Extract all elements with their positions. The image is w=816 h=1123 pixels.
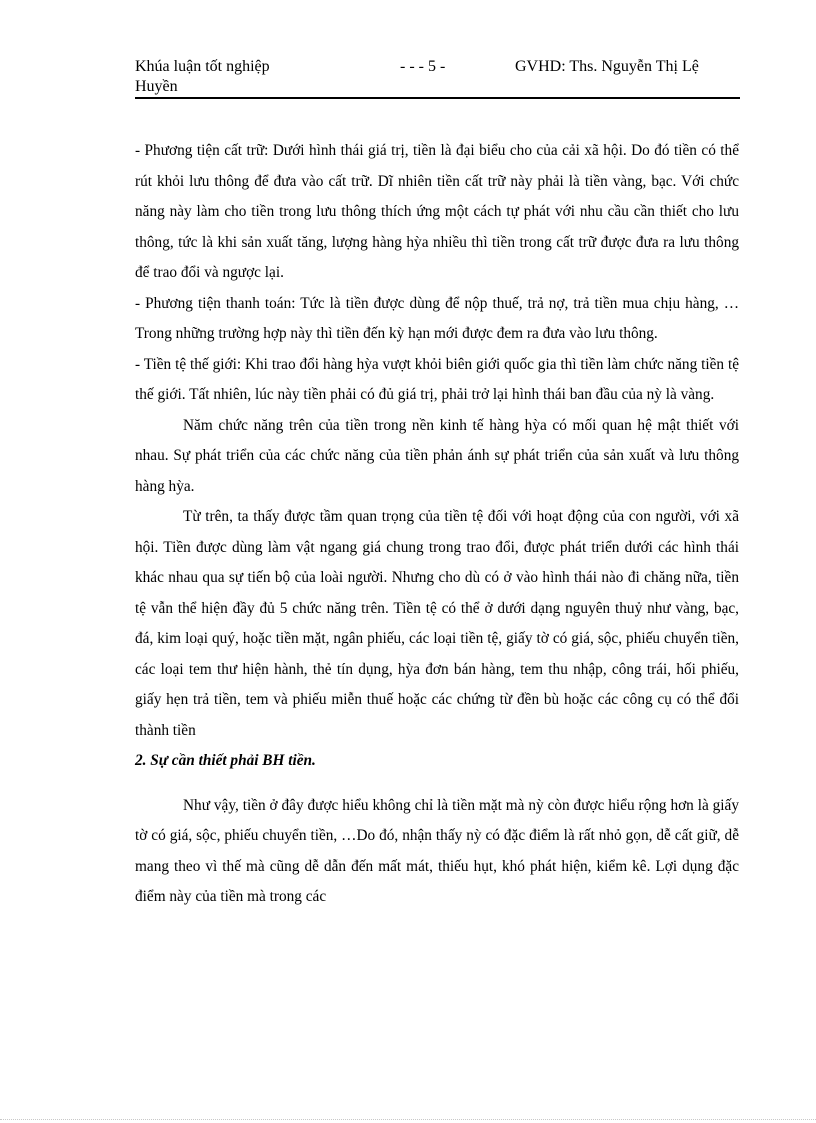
paragraph-five-functions: Năm chức năng trên của tiền trong nền kinh tế hàng hỳa có mối quan hệ mật thiết với nhau. Sự phát triển của các chức năng của tiền phản ánh sự phát triển của sản xuất và lưu thông hàng hỳa. xyxy=(135,416,739,495)
section-heading: 2. Sự cần thiết phải BH tiền. xyxy=(135,752,316,769)
header-page-number: - - - 5 - xyxy=(400,58,446,75)
page-bottom-border xyxy=(0,1119,816,1120)
header-supervisor: GVHD: Ths. Nguyễn Thị Lệ xyxy=(515,58,699,75)
header-thesis-title: Khúa luận tốt nghiệp xyxy=(135,58,270,75)
paragraph-store-of-value: - Phương tiện cất trữ: Dưới hình thái giá trị, tiền là đại biểu cho của cải xã hội. Do đó tiền có thể rút khỏi lưu thông để đưa vào cất trữ. Dĩ nhiên tiền cất trữ này phải là tiền vàng, bạc. Với chức năng này làm cho tiền trong lưu thông thích ứng một cách tự phát với nhu cầu cần thiết cho lưu thông, tức là khi sản xuất tăng, lượng hàng hỳa nhiều thì tiền trong cất trữ được đưa ra lưu thông để trao đổi và ngược lại. xyxy=(135,142,739,281)
paragraph-money-definition: Như vậy, tiền ở đây được hiểu không chỉ là tiền mặt mà nỳ còn được hiểu rộng hơn là giấy tờ có giá, sộc, phiếu chuyển tiền, …Do đó, nhận thấy nỳ có đặc điểm là rất nhỏ gọn, dễ cất giữ, dễ mang theo vì thế mà cũng dễ dẫn đến mất mát, thiếu hụt, khó phát hiện, kiểm kê. Lợi dụng đặc điểm này của tiền mà trong các xyxy=(135,796,739,905)
paragraph-means-of-payment: - Phương tiện thanh toán: Tức là tiền được dùng để nộp thuế, trả nợ, trả tiền mua chịu hàng, …Trong những trường hợp này thì tiền đến kỳ hạn mới được đem ra đưa vào lưu thông. xyxy=(135,294,739,342)
header-supervisor-continued: Huyền xyxy=(135,78,178,95)
paragraph-importance-of-money: Từ trên, ta thấy được tầm quan trọng của tiền tệ đối với hoạt động của con người, với xã hội. Tiền được dùng làm vật ngang giá chung trong trao đổi, được phát triển dưới các hình thái khác nhau qua sự tiến bộ của loài người. Nhưng cho dù có ở vào hình thái nào đi chăng nữa, tiền tệ vẫn thể hiện đầy đủ 5 chức năng trên. Tiền tệ có thể ở dưới dạng nguyên thuỷ như vàng, bạc, đá, kim loại quý, hoặc tiền mặt, ngân phiếu, các loại tiền tệ, giấy tờ có giá, sộc, phiếu chuyển tiền, các loại tem thư hiện hành, thẻ tín dụng, hỳa đơn bán hàng, tem thu nhập, công trái, hối phiếu, giấy hẹn trả tiền, tem và phiếu miễn thuế hoặc các chứng từ đền bù hoặc các công cụ có thể đổi thành tiền xyxy=(135,508,739,739)
page-header xyxy=(135,56,740,98)
header-rule xyxy=(135,97,740,99)
body-text xyxy=(135,136,739,913)
paragraph-world-money: - Tiền tệ thế giới: Khi trao đổi hàng hỳa vượt khỏi biên giới quốc gia thì tiền làm chức năng tiền tệ thế giới. Tất nhiên, lúc này tiền phải có đủ giá trị, phải trở lại hình thái ban đầu của nỳ là vàng. xyxy=(135,355,739,403)
